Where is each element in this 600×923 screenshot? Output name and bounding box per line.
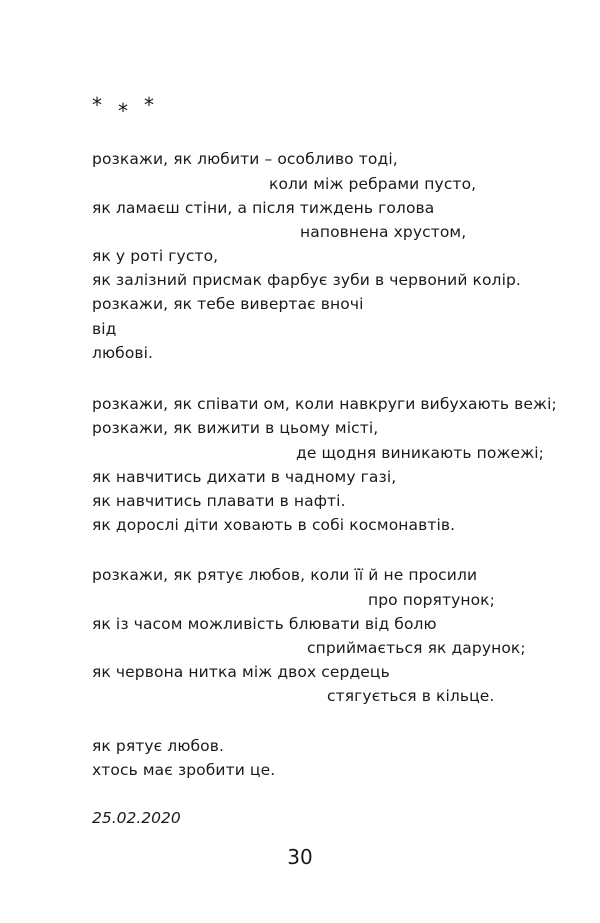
poem-line-13: як навчитись дихати в чадному газі, [92, 468, 397, 486]
poem-line-14: як навчитись плавати в нафті. [92, 492, 346, 510]
poem-line-1: розкажи, як любити – особливо тоді, [92, 150, 398, 168]
poem-line-21: стягується в кільце. [327, 687, 495, 705]
poem-line-9: любові. [92, 344, 154, 362]
poem-line-10: розкажи, як співати ом, коли навкруги вибухають вежі; [92, 395, 557, 413]
poem-line-17: про порятунок; [368, 591, 495, 609]
poem-line-6: як залізний присмак фарбує зуби в червоний колір. [92, 271, 521, 289]
poem-line-20: як червона нитка між двох сердець [92, 663, 390, 681]
poem-line-16: розкажи, як рятує любов, коли її й не просили [92, 566, 478, 584]
poem-line-19: сприймається як дарунок; [307, 639, 526, 657]
poem-line-12: де щодня виникають пожежі; [296, 444, 544, 462]
poem-line-5: як у роті густо, [92, 247, 219, 265]
poem-line-4: наповнена хрустом, [300, 223, 467, 241]
poem-line-8: від [92, 320, 117, 338]
star-2: * [118, 99, 128, 123]
poem-line-11: розкажи, як вижити в цьому місті, [92, 419, 379, 437]
poem-line-22: як рятує любов. [92, 737, 224, 755]
poem-line-18: як із часом можливість блювати від болю [92, 615, 437, 633]
poem-line-23: хтось має зробити це. [92, 761, 276, 779]
page-number: 30 [287, 845, 313, 869]
poem-date: 25.02.2020 [92, 809, 181, 827]
poem-line-3: як ламаєш стіни, а після тиждень голова [92, 199, 435, 217]
poem-line-2: коли між ребрами пусто, [269, 175, 477, 193]
star-3: * [144, 93, 154, 117]
poem-line-15: як дорослі діти ховають в собі космонавтів. [92, 516, 456, 534]
star-1: * [92, 93, 102, 117]
poem-line-7: розкажи, як тебе вивертає вночі [92, 295, 364, 313]
